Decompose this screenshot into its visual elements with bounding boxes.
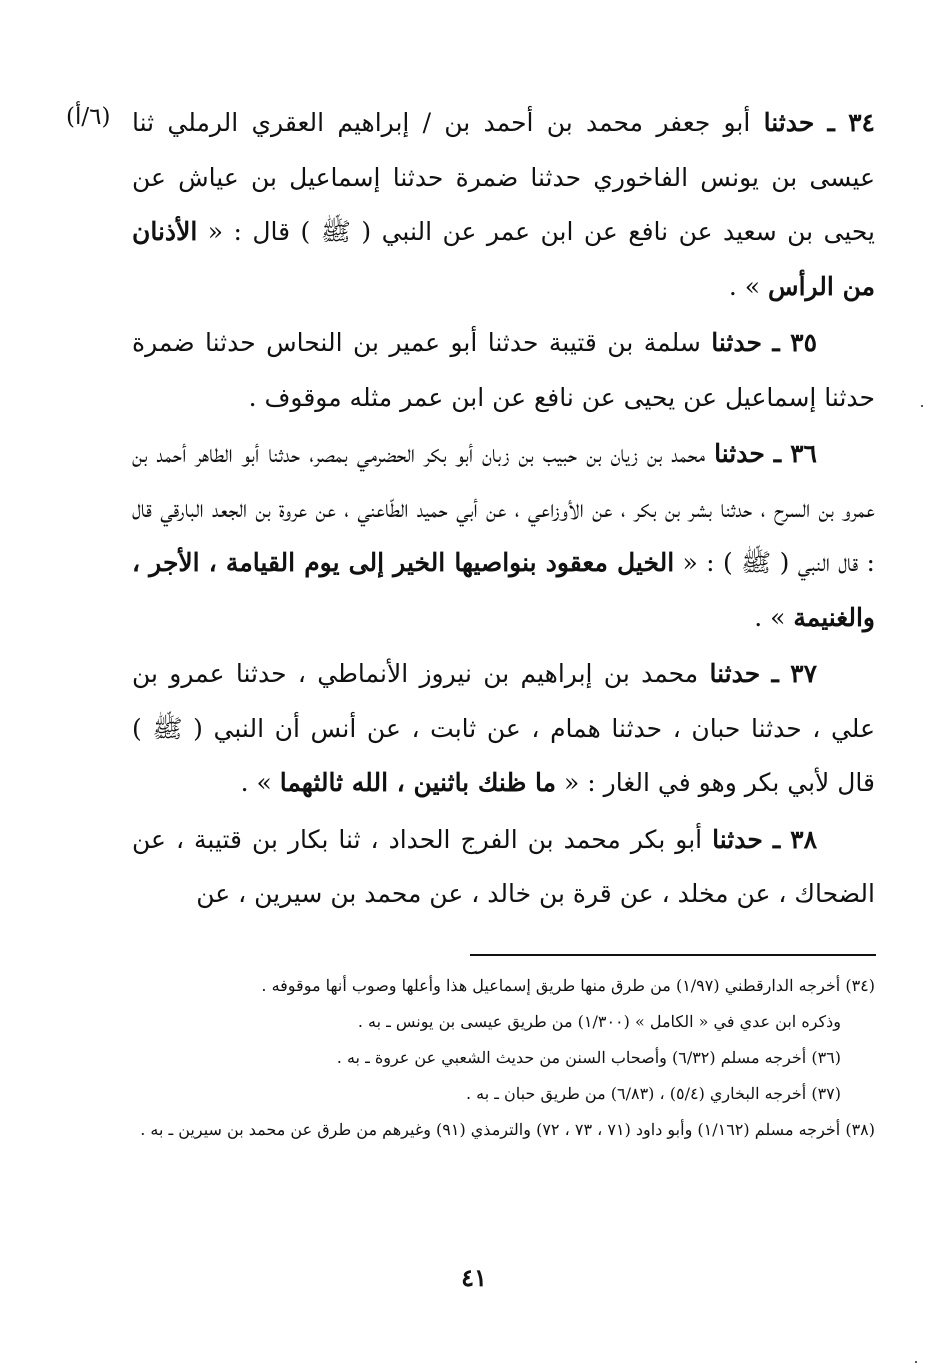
hadith-text: أبو بكر محمد بن الفرج الحداد ، ثنا بكار بن قتيبة ، عن الضحاك ، عن مخلد ، عن قرة بن خالد ، عن محمد بن سيرين ، عن — [132, 824, 875, 908]
footnote-34-continued: وذكره ابن عدي في « الكامل » (١/٣٠٠) من طريق عيسى بن يونس ـ به . — [357, 1012, 841, 1031]
footnotes — [132, 968, 875, 1148]
footnote-38: (٣٨) أخرجه مسلم (١/١٦٢) وأبو داود (٧١ ، ٧٣ ، ٧٢) والترمذي (٩١) وغيرهم من طرق عن محمد بن سيرين ـ به . — [140, 1120, 875, 1139]
number-dash: ـ — [827, 108, 835, 137]
hadith-heading: حدثنا — [711, 328, 762, 357]
scan-speck — [921, 405, 923, 407]
hadith-heading: حدثنا — [709, 659, 761, 688]
number-dash: ـ — [772, 328, 780, 357]
hadith-quote: الخيل معقود بنواصيها الخير إلى يوم القيامة ، الأجر ، والغنيمة — [132, 548, 875, 632]
hadith-text: محمد بن إبراهيم بن نيروز الأنماطي ، حدثنا عمرو بن علي ، حدثنا حبان ، حدثنا همام ، عن ثابت ، عن أنس أن النبي ( ﷺ ) قال لأبي بكر وهو في الغار : « — [132, 659, 875, 797]
number-dash: ـ — [773, 439, 782, 468]
hadith-paragraph-36 — [132, 427, 875, 645]
hadith-number: ٣٥ — [790, 328, 817, 357]
number-dash: ـ — [771, 659, 779, 688]
hadith-text: محمد بن زيان بن حبيب بن زبان أبو بكر الحضرمي بمصر، حدثنا أبو الطاهر أحمد بن عمرو بن السرح ، حدثنا بشر بن بكر ، عن الأوزاعي ، عن أبي حميد الطّاعني ، عن عروة بن الجعد البارقي قال : قال النبي ( ﷺ ) : « — [132, 439, 875, 577]
footnote-36: (٣٦) أخرجه مسلم (٦/٣٢) وأصحاب السنن من حديث الشعبي عن عروة ـ به . — [336, 1048, 841, 1067]
manuscript-folio-note: (٦/أ) — [66, 104, 111, 130]
footnote-37: (٣٧) أخرجه البخاري (٥/٤) ، (٦/٨٣) من طريق حبان ـ به . — [465, 1084, 841, 1103]
hadith-paragraph-34 — [132, 96, 875, 314]
hadith-number: ٣٤ — [848, 108, 875, 137]
footnote-34: (٣٤) أخرجه الدارقطني (١/٩٧) من طرق منها طريق إسماعيل هذا وأعلها وصوب أنها موقوفه . — [261, 976, 875, 995]
hadith-paragraph-38 — [132, 813, 875, 922]
hadith-tail: » . — [240, 768, 272, 797]
hadith-heading: حدثنا — [714, 439, 765, 468]
hadith-paragraph-35 — [132, 316, 875, 425]
hadith-number: ٣٦ — [790, 439, 817, 468]
hadith-text: سلمة بن قتيبة حدثنا أبو عمير بن النحاس حدثنا ضمرة حدثنا إسماعيل عن يحيى عن نافع عن ابن عمر مثله موقوف . — [132, 328, 875, 412]
hadith-quote: الأذنان من الرأس — [132, 217, 875, 301]
main-text — [132, 96, 875, 922]
scan-speck — [915, 1361, 917, 1363]
hadith-number: ٣٧ — [790, 659, 818, 688]
hadith-quote: ما ظنك باثنين ، الله ثالثهما — [279, 768, 557, 797]
page-number: ٤١ — [461, 1263, 487, 1292]
hadith-heading: حدثنا — [763, 108, 815, 137]
hadith-heading: حدثنا — [712, 824, 763, 854]
footnote-divider — [470, 954, 876, 956]
hadith-tail: » . — [728, 271, 761, 301]
hadith-number: ٣٨ — [790, 824, 817, 854]
hadith-tail: » . — [754, 602, 786, 632]
hadith-text: أبو جعفر محمد بن أحمد بن / إبراهيم العقري الرملي ثنا عيسى بن يونس الفاخوري حدثنا ضمرة حدثنا إسماعيل بن عياش عن يحيى بن سعيد عن نافع عن ابن عمر عن النبي ( ﷺ ) قال : « — [132, 108, 875, 246]
hadith-paragraph-37 — [132, 647, 875, 811]
number-dash: ـ — [772, 824, 781, 854]
